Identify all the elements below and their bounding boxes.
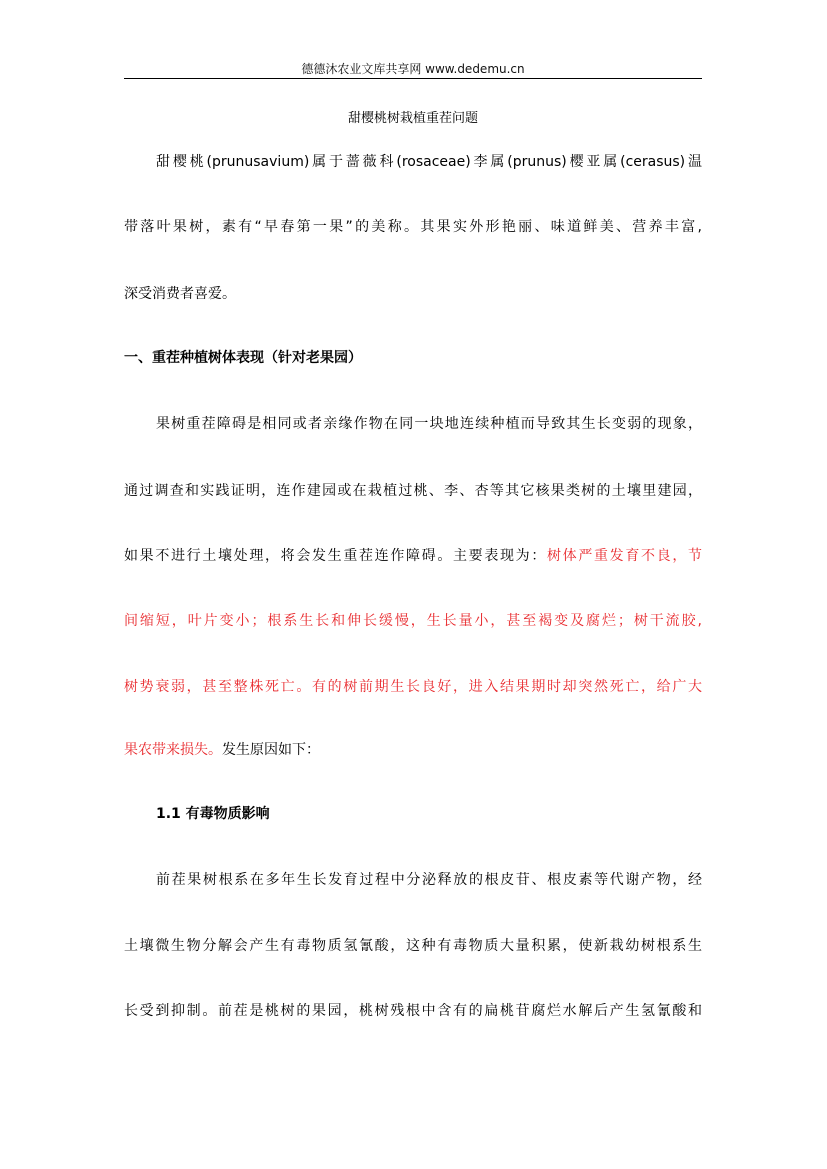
symptoms-emphasis-line-4: 间缩短，叶片变小；根系生长和伸长缓慢，生长量小，甚至褐变及腐烂；树干流胶, <box>124 613 702 629</box>
subsection-1-1-line-1: 前茬果树根系在多年生长发育过程中分泌释放的根皮苷、根皮素等代谢产物，经 <box>156 872 702 888</box>
section-1-line-6 <box>124 740 702 760</box>
document-title: 甜樱桃树栽植重茬问题 <box>347 111 478 126</box>
section-1-line-3-plain: 如果不进行土壤处理，将会发生重茬连作障碍。主要表现为： <box>124 548 547 564</box>
subsection-1-1-heading: 1.1 有毒物质影响 <box>156 806 270 822</box>
section-1-line-1: 果树重茬障碍是相同或者亲缘作物在同一块地连续种植而导致其生长变弱的现象， <box>156 416 702 432</box>
symptoms-emphasis-line-5: 树势衰弱，甚至整株死亡。有的树前期生长良好，进入结果期时却突然死亡，给广大 <box>124 679 702 695</box>
intro-line-1: 甜樱桃(prunusavium)属于蔷薇科(rosaceae)李属(prunus)樱亚属(cerasus)温 <box>156 154 702 170</box>
section-1-line-6-plain: 发生原因如下： <box>222 742 320 758</box>
section-1-heading: 一、重茬种植树体表现（针对老果园） <box>124 350 362 366</box>
subsection-1-1-line-2: 土壤微生物分解会产生有毒物质氢氰酸，这种有毒物质大量积累，使新栽幼树根系生 <box>124 938 702 954</box>
subsection-1-1-line-3: 长受到抑制。前茬是桃树的果园，桃树残根中含有的扁桃苷腐烂水解后产生氢氰酸和 <box>124 1003 702 1019</box>
section-1-line-3 <box>124 546 702 566</box>
intro-line-2: 带落叶果树，素有“早春第一果”的美称。其果实外形艳丽、味道鲜美、营养丰富, <box>124 219 702 235</box>
symptoms-emphasis-start: 树体严重发育不良，节 <box>547 548 702 564</box>
header-divider <box>124 78 702 79</box>
section-1-line-2: 通过调查和实践证明，连作建园或在栽植过桃、李、杏等其它核果类树的土壤里建园， <box>124 483 702 499</box>
page-header: 德德沐农业文库共享网 www.dedemu.cn <box>301 62 525 76</box>
symptoms-emphasis-end: 果农带来损失。 <box>124 742 222 758</box>
intro-line-3: 深受消费者喜爱。 <box>124 286 236 302</box>
